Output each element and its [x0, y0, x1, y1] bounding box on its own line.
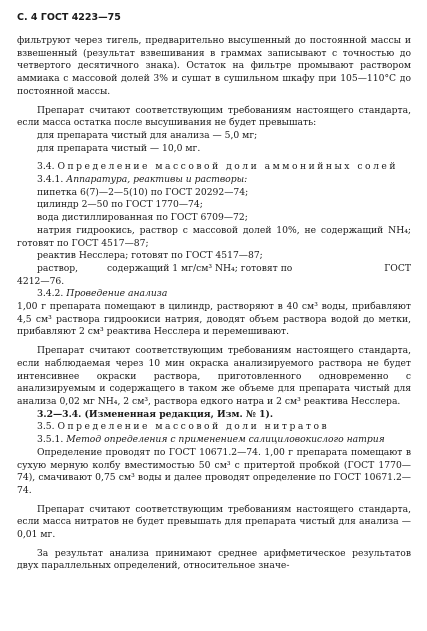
section-heading	[17, 421, 411, 434]
list-item: вода дистиллированная по ГОСТ 6709—72;	[37, 212, 248, 224]
paragraph: Определение проводят по ГОСТ 10671.2—74. 1,00 г препарата помещают в сухую мерную колбу вместимостью 50 см³ с притертой пробкой (ГОСТ 1770—74), смачивают 0,75 см³ воды и далее проводят определение по ГОСТ 10671.2—74.	[17, 446, 411, 496]
list-item: реактив Несслера; готовят по ГОСТ 4517—87;	[37, 250, 263, 262]
subsection-title: Аппаратура, реактивы и растворы:	[66, 174, 248, 186]
paragraph: За результат анализа принимают среднее арифметическое результатов двух параллельных определений, относительное значе-	[17, 547, 411, 572]
page-header: С. 4 ГОСТ 4223—75	[17, 12, 121, 23]
list-item: для препарата чистый для анализа — 5,0 мг;	[37, 129, 258, 141]
subsection-heading	[17, 174, 411, 187]
section-title: Определение массовой доли нитратов	[57, 421, 330, 433]
paragraph: фильтруют через тигель, предварительно высушенный до постоянной массы и взвешенный (результат взвешивания в граммах записывают с точностью до четвертого десятичного знака). Остаток на фильтре промывают раствором аммиака с массовой долей 3% и сушат в сушильном шкафу при 105—110°С до постоянной массы.	[17, 35, 411, 97]
section-number: 3.4.	[37, 161, 55, 173]
document-body	[17, 35, 411, 573]
subsection-title: Проведение анализа	[66, 288, 168, 300]
subsection-title: Метод определения с применением салициловокислого натрия	[66, 434, 385, 446]
list-item: для препарата чистый — 10,0 мг.	[37, 142, 201, 154]
paragraph: 1,00 г препарата помещают в цилиндр, растворяют в 40 см³ воды, прибавляют 4,5 см³ раствора гидроокиси натрия, доводят объем раствора водой до метки, прибавляют 2 см³ реактива Несслера и перемешивают.	[17, 301, 411, 338]
list-item: раствор, содержащий 1 мг/см³ NH₄; готовят по ГОСТ	[37, 262, 411, 274]
section-heading	[17, 161, 411, 174]
section-number: 3.4.2.	[37, 288, 64, 300]
list-item-continuation: 4212—76.	[17, 275, 65, 287]
paragraph: Препарат считают соответствующим требованиям настоящего стандарта, если масса остатка после высушивания не будет превышать:	[17, 104, 411, 129]
section-number: 3.5.1.	[37, 434, 64, 446]
paragraph: Препарат считают соответствующим требованиям настоящего стандарта, если наблюдаемая через 10 мин окраска анализируемого раствора не будет интенсивнее окраски раствора, приготовленного одновременно с анализируемым и содержащего в таком же объеме для препарата чистый для анализа 0,02 мг NH₄, 2 см³, раствора едкого натра и 2 см³ реактива Несслера.	[17, 345, 411, 407]
subsection-heading	[17, 288, 411, 301]
subsection-heading	[17, 434, 411, 447]
paragraph: Препарат считают соответствующим требованиям настоящего стандарта, если масса нитратов не будет превышать для препарата чистый для анализа — 0,01 мг.	[17, 503, 411, 541]
list-item: цилиндр 2—50 по ГОСТ 1770—74;	[37, 199, 203, 211]
section-number: 3.4.1.	[37, 174, 64, 186]
section-number: 3.5.	[37, 421, 55, 433]
section-title: Определение массовой доли аммонийных солей	[57, 161, 398, 173]
list-item: натрия гидроокись, раствор с массовой долей 10%, не содержащий NH₄; готовят по ГОСТ 4517—87;	[17, 224, 411, 249]
amendment-note: 3.2—3.4. (Измененная редакция, Изм. № 1).	[37, 408, 274, 420]
list-item: пипетка 6(7)—2—5(10) по ГОСТ 20292—74;	[37, 186, 249, 198]
